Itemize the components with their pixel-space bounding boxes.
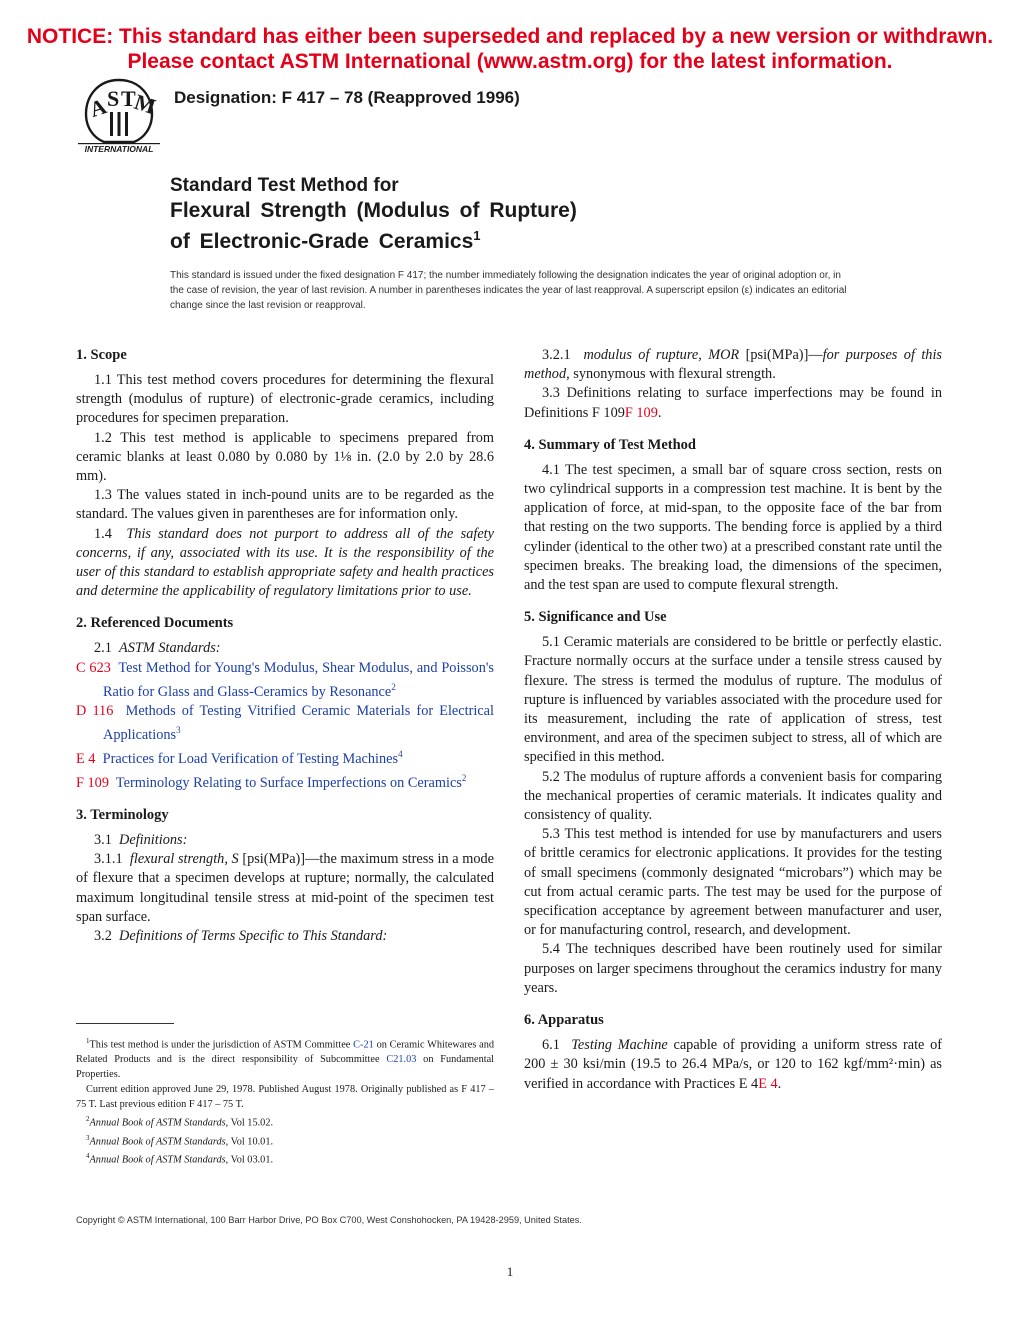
definitions-specific-subheading: 3.2 Definitions of Terms Specific to This Standard:	[94, 927, 388, 944]
reference-f109[interactable]: F 109 Terminology Relating to Surface Imperfections on Ceramics$^2$	[76, 772, 467, 791]
e4-link[interactable]: E 4	[758, 1075, 778, 1092]
section-referenced-heading: 2. Referenced Documents	[76, 615, 234, 632]
summary-p1: 4.1 The test specimen, a small bar of square cross section, rests on two cylindrical supports in a compression test machine. It is bent by the application of force, at mid-span, to the opposite face of the bar from that resting on the two supports. The bending force is applied by a third cylinder (identical to the other two) at a prescribed constant rate until the specimen breaks. The breaking load, the dimensions of the specimen, and the test span are used to compute flexural strength.	[524, 461, 942, 594]
title-line-2: Flexural Strength (Modulus of Rupture)	[170, 199, 577, 222]
astm-standards-subheading: 2.1 ASTM Standards:	[94, 640, 221, 657]
footnote-divider	[76, 1023, 174, 1024]
page-title	[170, 174, 577, 254]
committee-link[interactable]: C-21	[353, 1039, 374, 1051]
svg-text:T: T	[121, 86, 136, 111]
logo-wordmark: INTERNATIONAL	[84, 144, 154, 154]
title-footnote-mark: 1	[473, 228, 481, 243]
significance-p1: 5.1 Ceramic materials are considered to be brittle or perfectly elastic. Fracture normally occurs at the surface under a tensile stress caused by flexure. The stress is termed the modulus of rupture. The modulus of rupture is influenced by variables associated with the procedure used for its measurement, including the rate of application of stress, test environment, and area of the specimen subject to stress, all of which are specified in this method.	[524, 634, 942, 766]
significance-p4: 5.4 The techniques described have been routinely used for similar purposes on larger specimens throughout the ceramics industry for many years.	[524, 941, 942, 996]
astm-logo-icon	[76, 76, 162, 154]
notice-banner	[0, 24, 1020, 74]
section-scope-heading: 1. Scope	[76, 347, 127, 363]
definitions-subheading: 3.1 Definitions:	[94, 831, 188, 848]
footnote-2: $^2$Annual Book of ASTM Standards, Vol 15.02.	[86, 1115, 274, 1129]
scope-p2: 1.2 This test method is applicable to specimens prepared from ceramic blanks at least 0.080 by 0.080 by 1⅛ in. (2.0 by 2.0 by 28.6 mm).	[76, 429, 494, 485]
reference-c623[interactable]: C 623 Test Method for Young's Modulus, Shear Modulus, and Poisson's Ratio for Glass and Glass-Ceramics by Resonance$^2$	[76, 659, 494, 700]
reference-e4[interactable]: E 4 Practices for Load Verification of Testing Machines$^4$	[76, 748, 403, 767]
subcommittee-link[interactable]: C21.03	[386, 1054, 417, 1066]
reference-d116[interactable]: D 116 Methods of Testing Vitrified Ceramic Materials for Electrical Applications$^3$	[76, 702, 494, 743]
intro-paragraph: This standard is issued under the fixed designation F 417; the number immediately following the designation indicates the year of original adoption or, in the case of revision, the year of last revision. A number in parentheses indicates the year of last reapproval. A superscript epsilon (ε) indicates an editorial change since the last revision or reapproval.	[170, 270, 847, 311]
notice-line-2: Please contact ASTM International (www.astm.org) for the latest information.	[127, 50, 893, 73]
right-column	[524, 346, 942, 1094]
designation: Designation: F 417 – 78 (Reapproved 1996)	[174, 88, 520, 107]
footnote-4: $^4$Annual Book of ASTM Standards, Vol 03.01.	[86, 1152, 274, 1166]
definition-surface-imperfections: 3.3 Definitions relating to surface imperfections may be found in Definitions F 109F 109.	[524, 385, 942, 421]
title-line-3: of Electronic-Grade Ceramics	[170, 230, 474, 253]
scope-p3: 1.3 The values stated in inch-pound units are to be regarded as the standard. The values given in parentheses are for information only.	[76, 487, 494, 523]
f109-link[interactable]: F 109	[624, 404, 658, 421]
page-number: 1	[506, 1264, 514, 1279]
copyright-line: Copyright © ASTM International, 100 Barr Harbor Drive, PO Box C700, West Conshohocken, PA 19428-2959, United States.	[76, 1215, 582, 1225]
footnote-1: $^1$This test method is under the jurisdiction of ASTM Committee C-21 on Ceramic Whitewares and Related Products and is the direct responsibility of Subcommittee C21.03 on Fundamental Properties.	[76, 1037, 495, 1081]
section-summary-heading: 4. Summary of Test Method	[524, 436, 696, 453]
section-terminology-heading: 3. Terminology	[76, 806, 169, 823]
footnote-1-edition: Current edition approved June 29, 1978. Published August 1978. Originally published as F 417 – 75 T. Last previous edition F 417 – 75 T.	[76, 1084, 494, 1111]
scope-p4: 1.4 This standard does not purport to address all of the safety concerns, if any, associated with its use. It is the responsibility of the user of this standard to establish appropriate safety and health practices and determine the applicability of regulatory limitations prior to use.	[76, 525, 494, 600]
definition-modulus-of-rupture: 3.2.1 modulus of rupture, MOR [psi(MPa)]—for purposes of this method, synonymous with flexural strength.	[524, 347, 942, 383]
notice-line-1: NOTICE: This standard has either been superseded and replaced by a new version or withdrawn.	[26, 25, 994, 48]
left-column	[76, 346, 494, 946]
svg-text:S: S	[107, 86, 120, 111]
svg-text:A: A	[86, 93, 110, 123]
section-apparatus-heading: 6. Apparatus	[524, 1012, 604, 1029]
section-significance-heading: 5. Significance and Use	[524, 609, 667, 626]
apparatus-p1: 6.1 Testing Machine capable of providing a uniform stress rate of 200 ± 30 ksi/min (19.5 to 26.4 MPa/s, or 120 to 162 kgf/mm²·min) as verified in accordance with Practices E 4E 4.	[524, 1037, 943, 1092]
title-line-1: Standard Test Method for	[170, 175, 399, 196]
footnote-3: $^3$Annual Book of ASTM Standards, Vol 10.01.	[86, 1133, 274, 1148]
significance-p3: 5.3 This test method is intended for use by manufacturers and users of brittle ceramics for electronic applications. It provides for the testing of small specimens (commonly designated “microbars”) which may be cut from actual ceramic parts. The test may be used for the purpose of specification acceptance by agreement between manufacturer and user, or for manufacturing control, research, and development.	[524, 826, 942, 939]
footnotes	[76, 1034, 494, 1168]
significance-p2: 5.2 The modulus of rupture affords a convenient basis for comparing the mechanical properties of ceramic materials. It indicates quality and consistency of quality.	[524, 768, 942, 824]
definition-flexural-strength: 3.1.1 flexural strength, S [psi(MPa)]—the maximum stress in a mode of flexure that a specimen develops at rupture; normally, the calculated maximum longitudinal tensile stress at mid-point of the specimen test span surface.	[76, 851, 494, 925]
svg-text:M: M	[131, 88, 159, 120]
scope-p1: 1.1 This test method covers procedures for determining the flexural strength (modulus of rupture) of electronic-grade ceramics, including procedures for specimen preparation.	[76, 372, 494, 427]
